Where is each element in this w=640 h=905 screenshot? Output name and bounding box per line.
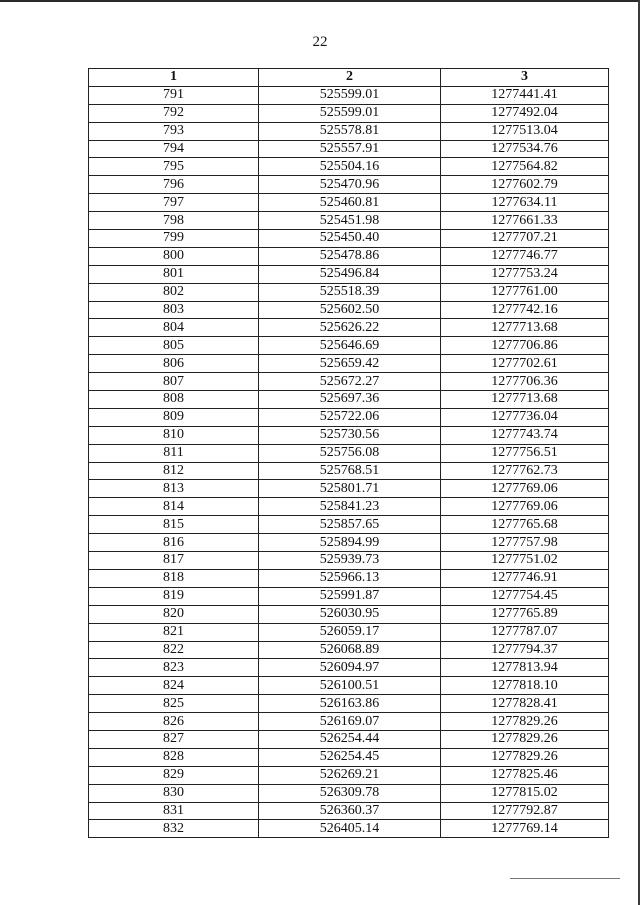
table-row [89,408,609,426]
point-number-cell: 814 [89,498,259,516]
x-coordinate-cell: 526360.37 [259,802,441,820]
table-row [89,641,609,659]
point-number-cell: 799 [89,230,259,248]
y-coordinate-cell: 1277761.00 [441,283,609,301]
table-row [89,784,609,802]
point-number-cell: 805 [89,337,259,355]
y-coordinate-cell: 1277713.68 [441,391,609,409]
x-coordinate-cell: 525841.23 [259,498,441,516]
table-row [89,337,609,355]
table-body [89,86,609,837]
table-row [89,301,609,319]
y-coordinate-cell: 1277713.68 [441,319,609,337]
table-row [89,373,609,391]
table-row [89,140,609,158]
y-coordinate-cell: 1277736.04 [441,408,609,426]
y-coordinate-cell: 1277769.06 [441,480,609,498]
x-coordinate-cell: 525768.51 [259,462,441,480]
y-coordinate-cell: 1277661.33 [441,212,609,230]
table-header-row [89,69,609,87]
table-row [89,462,609,480]
x-coordinate-cell: 525518.39 [259,283,441,301]
y-coordinate-cell: 1277534.76 [441,140,609,158]
y-coordinate-cell: 1277702.61 [441,355,609,373]
point-number-cell: 792 [89,104,259,122]
x-coordinate-cell: 525966.13 [259,569,441,587]
table-row [89,283,609,301]
table-row [89,677,609,695]
y-coordinate-cell: 1277769.14 [441,820,609,838]
table-row [89,802,609,820]
point-number-cell: 815 [89,516,259,534]
table-row [89,391,609,409]
x-coordinate-cell: 526030.95 [259,605,441,623]
y-coordinate-cell: 1277818.10 [441,677,609,695]
x-coordinate-cell: 525991.87 [259,587,441,605]
y-coordinate-cell: 1277634.11 [441,194,609,212]
point-number-cell: 826 [89,713,259,731]
y-coordinate-cell: 1277513.04 [441,122,609,140]
table-row [89,194,609,212]
table-row [89,552,609,570]
point-number-cell: 830 [89,784,259,802]
table-row [89,766,609,784]
y-coordinate-cell: 1277829.26 [441,730,609,748]
table-row [89,498,609,516]
point-number-cell: 809 [89,408,259,426]
coordinates-table [88,68,609,838]
x-coordinate-cell: 526254.44 [259,730,441,748]
y-coordinate-cell: 1277813.94 [441,659,609,677]
point-number-cell: 812 [89,462,259,480]
x-coordinate-cell: 525460.81 [259,194,441,212]
x-coordinate-cell: 525857.65 [259,516,441,534]
point-number-cell: 821 [89,623,259,641]
table-row [89,158,609,176]
x-coordinate-cell: 526163.86 [259,695,441,713]
table-row [89,247,609,265]
x-coordinate-cell: 525801.71 [259,480,441,498]
y-coordinate-cell: 1277787.07 [441,623,609,641]
x-coordinate-cell: 525599.01 [259,104,441,122]
x-coordinate-cell: 525730.56 [259,426,441,444]
table-row [89,265,609,283]
table-row [89,355,609,373]
point-number-cell: 806 [89,355,259,373]
table-row [89,104,609,122]
y-coordinate-cell: 1277707.21 [441,230,609,248]
y-coordinate-cell: 1277815.02 [441,784,609,802]
table-row [89,212,609,230]
y-coordinate-cell: 1277746.77 [441,247,609,265]
point-number-cell: 795 [89,158,259,176]
column-header-3: 3 [441,69,609,87]
y-coordinate-cell: 1277756.51 [441,444,609,462]
x-coordinate-cell: 526100.51 [259,677,441,695]
point-number-cell: 816 [89,534,259,552]
point-number-cell: 801 [89,265,259,283]
point-number-cell: 798 [89,212,259,230]
point-number-cell: 818 [89,569,259,587]
x-coordinate-cell: 526405.14 [259,820,441,838]
y-coordinate-cell: 1277743.74 [441,426,609,444]
point-number-cell: 829 [89,766,259,784]
y-coordinate-cell: 1277492.04 [441,104,609,122]
point-number-cell: 800 [89,247,259,265]
table-row [89,605,609,623]
point-number-cell: 791 [89,86,259,104]
x-coordinate-cell: 525504.16 [259,158,441,176]
x-coordinate-cell: 525496.84 [259,265,441,283]
y-coordinate-cell: 1277792.87 [441,802,609,820]
point-number-cell: 797 [89,194,259,212]
column-header-1: 1 [89,69,259,87]
y-coordinate-cell: 1277828.41 [441,695,609,713]
table-row [89,623,609,641]
point-number-cell: 802 [89,283,259,301]
x-coordinate-cell: 526254.45 [259,748,441,766]
point-number-cell: 803 [89,301,259,319]
point-number-cell: 817 [89,552,259,570]
y-coordinate-cell: 1277706.36 [441,373,609,391]
y-coordinate-cell: 1277765.89 [441,605,609,623]
table-row [89,659,609,677]
table-row [89,730,609,748]
x-coordinate-cell: 525557.91 [259,140,441,158]
point-number-cell: 813 [89,480,259,498]
x-coordinate-cell: 526068.89 [259,641,441,659]
point-number-cell: 808 [89,391,259,409]
point-number-cell: 828 [89,748,259,766]
x-coordinate-cell: 526094.97 [259,659,441,677]
y-coordinate-cell: 1277762.73 [441,462,609,480]
table-row [89,480,609,498]
x-coordinate-cell: 525470.96 [259,176,441,194]
point-number-cell: 810 [89,426,259,444]
table-row [89,86,609,104]
table-row [89,695,609,713]
y-coordinate-cell: 1277751.02 [441,552,609,570]
y-coordinate-cell: 1277765.68 [441,516,609,534]
table-row [89,534,609,552]
x-coordinate-cell: 525722.06 [259,408,441,426]
x-coordinate-cell: 525599.01 [259,86,441,104]
point-number-cell: 811 [89,444,259,462]
y-coordinate-cell: 1277794.37 [441,641,609,659]
x-coordinate-cell: 525478.86 [259,247,441,265]
x-coordinate-cell: 525659.42 [259,355,441,373]
point-number-cell: 831 [89,802,259,820]
table-row [89,569,609,587]
y-coordinate-cell: 1277753.24 [441,265,609,283]
scan-border-top [0,0,640,2]
table-row [89,748,609,766]
y-coordinate-cell: 1277754.45 [441,587,609,605]
column-header-2: 2 [259,69,441,87]
table-row [89,820,609,838]
point-number-cell: 827 [89,730,259,748]
point-number-cell: 825 [89,695,259,713]
footer-rule [510,878,620,879]
x-coordinate-cell: 526269.21 [259,766,441,784]
table-row [89,516,609,534]
table-row [89,713,609,731]
x-coordinate-cell: 525578.81 [259,122,441,140]
y-coordinate-cell: 1277829.26 [441,713,609,731]
x-coordinate-cell: 525756.08 [259,444,441,462]
point-number-cell: 820 [89,605,259,623]
x-coordinate-cell: 525646.69 [259,337,441,355]
x-coordinate-cell: 525672.27 [259,373,441,391]
page-number: 22 [312,34,328,50]
point-number-cell: 807 [89,373,259,391]
point-number-cell: 796 [89,176,259,194]
table-row [89,176,609,194]
y-coordinate-cell: 1277706.86 [441,337,609,355]
y-coordinate-cell: 1277825.46 [441,766,609,784]
x-coordinate-cell: 525451.98 [259,212,441,230]
x-coordinate-cell: 526169.07 [259,713,441,731]
point-number-cell: 819 [89,587,259,605]
table-row [89,319,609,337]
x-coordinate-cell: 525939.73 [259,552,441,570]
table-row [89,122,609,140]
x-coordinate-cell: 525602.50 [259,301,441,319]
y-coordinate-cell: 1277746.91 [441,569,609,587]
point-number-cell: 832 [89,820,259,838]
table-row [89,444,609,462]
x-coordinate-cell: 525626.22 [259,319,441,337]
y-coordinate-cell: 1277829.26 [441,748,609,766]
y-coordinate-cell: 1277742.16 [441,301,609,319]
x-coordinate-cell: 525450.40 [259,230,441,248]
point-number-cell: 794 [89,140,259,158]
point-number-cell: 793 [89,122,259,140]
point-number-cell: 824 [89,677,259,695]
y-coordinate-cell: 1277769.06 [441,498,609,516]
table-row [89,230,609,248]
table-row [89,587,609,605]
y-coordinate-cell: 1277757.98 [441,534,609,552]
x-coordinate-cell: 525894.99 [259,534,441,552]
x-coordinate-cell: 526309.78 [259,784,441,802]
y-coordinate-cell: 1277564.82 [441,158,609,176]
table-row [89,426,609,444]
y-coordinate-cell: 1277441.41 [441,86,609,104]
point-number-cell: 804 [89,319,259,337]
point-number-cell: 822 [89,641,259,659]
y-coordinate-cell: 1277602.79 [441,176,609,194]
point-number-cell: 823 [89,659,259,677]
x-coordinate-cell: 526059.17 [259,623,441,641]
x-coordinate-cell: 525697.36 [259,391,441,409]
